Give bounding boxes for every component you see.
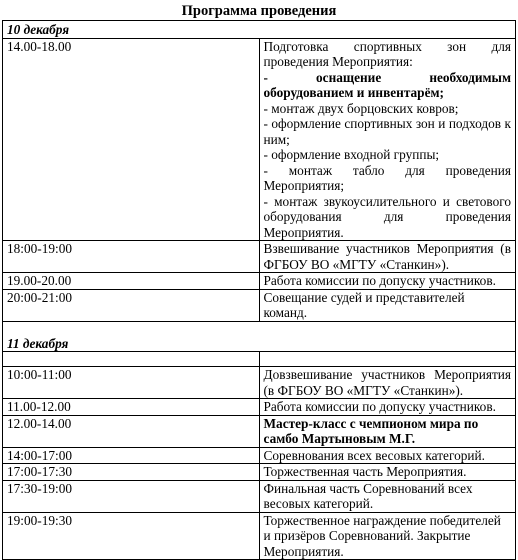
time-cell: 19:00-19:30 bbox=[3, 512, 260, 560]
table-row bbox=[3, 367, 516, 399]
description-cell: Совещание судей и представителей команд. bbox=[259, 289, 516, 321]
description-cell: Финальная часть Соревнований всех весовых категорий. bbox=[259, 480, 516, 512]
table-row bbox=[3, 399, 516, 416]
time-cell: 11.00-12.00 bbox=[3, 399, 260, 416]
time-cell: 20:00-21:00 bbox=[3, 289, 260, 321]
schedule-table bbox=[2, 20, 516, 560]
table-row bbox=[3, 447, 516, 464]
description-cell bbox=[259, 352, 516, 367]
day-header-row bbox=[3, 321, 516, 352]
table-row bbox=[3, 352, 516, 367]
description-line: - оформление спортивных зон и подходов к ним; bbox=[263, 116, 511, 147]
time-cell: 12.00-14.00 bbox=[3, 415, 260, 447]
description-cell: Работа комиссии по допуску участников. bbox=[259, 273, 516, 290]
description-line: - оснащение необходимым оборудованием и инвентарём; bbox=[263, 69, 511, 100]
description-line: - монтаж звукоусилительного и светового оборудования для проведения Мероприятия. bbox=[263, 193, 511, 240]
time-cell: 10:00-11:00 bbox=[3, 367, 260, 399]
description-cell: Работа комиссии по допуску участников. bbox=[259, 399, 516, 416]
time-cell bbox=[3, 352, 260, 367]
table-row bbox=[3, 480, 516, 512]
table-row bbox=[3, 415, 516, 447]
description-cell: Взвешивание участников Мероприятия (в ФГБОУ ВО «МГТУ «Станкин»). bbox=[259, 241, 516, 273]
day-header-row bbox=[3, 21, 516, 39]
time-cell: 14.00-18.00 bbox=[3, 38, 260, 241]
table-row bbox=[3, 464, 516, 481]
description-cell: Соревнования всех весовых категорий. bbox=[259, 447, 516, 464]
table-row bbox=[3, 289, 516, 321]
time-cell: 14:00-17:00 bbox=[3, 447, 260, 464]
description-line: - оформление входной группы; bbox=[263, 147, 440, 162]
description-cell: Торжественная часть Мероприятия. bbox=[259, 464, 516, 481]
description-cell: Мастер-класс с чемпионом мира по самбо Мартыновым М.Г. bbox=[259, 415, 516, 447]
page-title: Программа проведения bbox=[181, 3, 337, 19]
time-cell: 17:00-17:30 bbox=[3, 464, 260, 481]
time-cell: 17:30-19:00 bbox=[3, 480, 260, 512]
description-line: - монтаж табло для проведения Мероприятия; bbox=[263, 162, 511, 193]
table-row bbox=[3, 273, 516, 290]
description-cell: Торжественное награждение победителей и призёров Соревнований. Закрытие Мероприятия. bbox=[259, 512, 516, 560]
time-cell: 18:00-19:00 bbox=[3, 241, 260, 273]
time-cell: 19.00-20.00 bbox=[3, 273, 260, 290]
day-label: 11 декабря bbox=[3, 321, 516, 352]
description-cell: Довзвешивание участников Мероприятия (в ФГБОУ ВО «МГТУ «Станкин»). bbox=[259, 367, 516, 399]
table-row bbox=[3, 38, 516, 241]
description-line: - монтаж двух борцовских ковров; bbox=[263, 100, 459, 116]
table-row bbox=[3, 512, 516, 560]
description-cell bbox=[259, 38, 516, 241]
description-line: Подготовка спортивных зон для проведения Мероприятия: bbox=[263, 38, 511, 69]
day-label: 10 декабря bbox=[3, 21, 516, 39]
table-row bbox=[3, 241, 516, 273]
